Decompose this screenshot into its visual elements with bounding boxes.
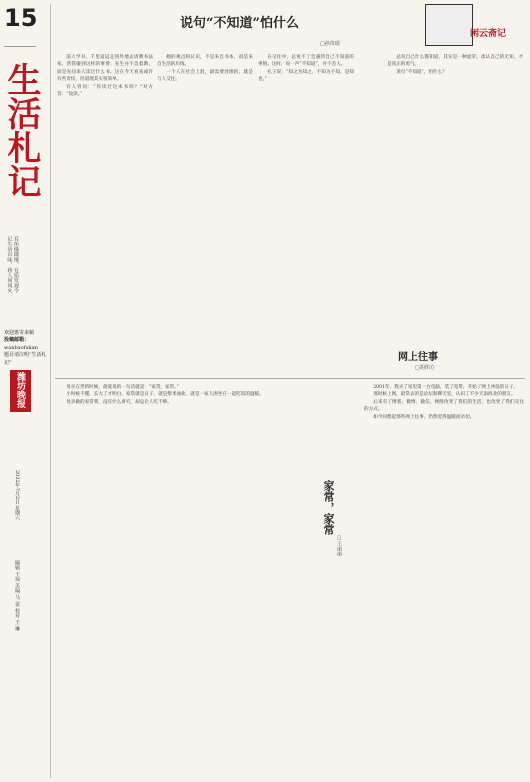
article1-stamp: 闲云斋记 (470, 29, 507, 39)
section-motto: 有所缘随缘，有质发观令记生活百味，蒋人间风火 (6, 236, 19, 294)
submission-email[interactable]: wanbaofukan (4, 344, 38, 351)
article1-title: 说句“不知道”怕什么 (180, 16, 299, 31)
article1-author: □孙贵颂 (320, 41, 340, 47)
article2-author: □胡伟方 (415, 365, 435, 371)
article1-col2: 她的观点和认识，不是来自书本，而是来自生活的历练。 一个人在社会上混，最需要处理的，就是与人交往。 (157, 55, 253, 83)
article2-body: 2001年，我买了家里第一台电脑，装了宽带，开始了网上冲浪的日子。 那时候上网，最常去的是论坛和聊天室，认识了不少天南海北的朋友。 后来有了博客、微博、微信，网络改变了我们的生活，也改变了我们交往的方式。 如今回想起那些网上往事，仍然觉得温暖而亲切。 (364, 385, 524, 420)
article1-col4: 总说自己什么都知道，其实是一种虚荣。承认自己的无知，才是真正的勇气。 说句“不知道”，怕什么？ (387, 55, 523, 75)
page-number: 15 (4, 4, 38, 32)
section-title: 生活札记 (1, 62, 41, 198)
article3-title: 家常，家常 (322, 480, 335, 535)
article1-col1: 前人学书，千里迢迢走到外地去请教书法家，常常碰到这样的事情：先生并不急着教，而是先问来人读过什么书。这在今天看来或许有些奇怪，但道理其实很简单。 有人曾问：“你读过这本书吗？”对方答：“没读。” (57, 55, 153, 98)
article3-author: □王丽丽 (336, 535, 342, 556)
newspaper-name: 潍坊晚报 (15, 372, 25, 408)
article2-title: 网上往事 (398, 352, 438, 363)
editor-line: 编辑 王琼 美编 马 雷 校对 王 琳 (14, 560, 20, 632)
portrait-stamp (425, 4, 473, 46)
article1-col3: 在交往中，总免不了会遇到自己不知道的事情。这时，说一声“不知道”，并不丢人。 孔子说：“知之为知之，不知为不知，是知也。” (258, 55, 354, 83)
newspaper-badge (10, 370, 31, 412)
submission-label: 投稿邮箱： (4, 337, 30, 344)
article3-body: 母亲在世的时候，最爱说的一句话就是：“家常，家常。” 小时候不懂，长大了才明白，家常就是日子，就是柴米油盐，就是一家人围坐在一起吃饭的温暖。 母亲做的家常菜，没有什么讲究，却总让人吃不够。 (66, 385, 264, 405)
submission-intro: 欢迎惠寄来稿 (4, 330, 35, 336)
submission-block (4, 330, 48, 367)
submission-note: 题目请注明“生活札记” (4, 352, 47, 366)
date-line: 2022年7月2日 星期六 (14, 470, 20, 521)
